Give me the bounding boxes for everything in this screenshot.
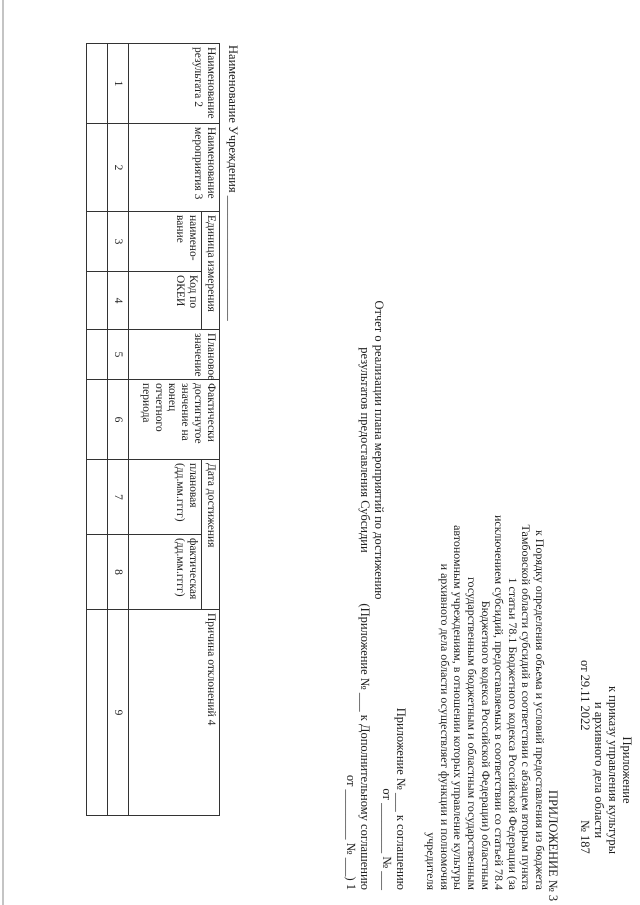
col-number: 8 <box>108 535 129 610</box>
col-result-header: Наименование результата 2 <box>129 44 220 124</box>
appendix-line: и архивного дела области осуществляет функции и полномочия <box>437 563 452 890</box>
col-number: 2 <box>108 124 129 212</box>
col-unit-okei-header: Код по ОКЕИ <box>129 272 202 330</box>
table-cell <box>87 330 108 380</box>
report-title-line-2: результатов предоставления Субсидии <box>358 347 372 553</box>
table-cell <box>87 272 108 330</box>
header-line-2: к приказу управления культуры <box>606 685 620 855</box>
report-table <box>86 43 220 816</box>
col-unit-header: Единица измерения <box>202 212 220 330</box>
col-plan-value-header: Плановое значение <box>129 330 220 380</box>
table-cell <box>87 124 108 212</box>
appendix-title: ПРИЛОЖЕНИЕ № 3 <box>546 790 560 902</box>
col-fact-value-header: Фактически достигнутое значение на конец отчетного периода <box>129 380 220 460</box>
table-header-row <box>202 44 220 816</box>
table-cell <box>87 380 108 460</box>
appendix-line: исключением субсидий, предоставляемых в соответствии со статьей 78.4 <box>492 514 507 890</box>
col-number: 4 <box>108 272 129 330</box>
table-cell <box>87 535 108 610</box>
table-cell <box>87 212 108 272</box>
appendix-line: учредителя <box>424 832 439 890</box>
report-title-line-1: Отчет о реализации плана мероприятий по достижению <box>372 300 386 600</box>
agreement-line-1: Приложение № ___ к соглашению <box>394 707 408 890</box>
col-number: 7 <box>108 460 129 535</box>
col-activity-header: Наименование мероприятия 3 <box>129 124 220 212</box>
institution-label: Наименование Учреждения ____________________ <box>226 45 240 321</box>
col-date-plan-header: плановая (дд.мм.гггг) <box>129 460 202 535</box>
col-unit-name-header: наимено-вание <box>129 212 202 272</box>
table-cell <box>87 610 108 816</box>
appendix-line: к Порядку определения объема и условий предоставления из бюджета <box>533 529 547 890</box>
appendix-line: автономным учреждениям, в отношении которых управление культуры <box>451 525 466 890</box>
header-line-3: и архивного дела области <box>592 701 606 839</box>
header-date: от 29.11 2022 <box>578 660 592 731</box>
col-reason-header: Причина отклонений 4 <box>129 610 220 816</box>
col-number: 5 <box>108 330 129 380</box>
col-date-fact-header: фактическая (дд.мм.гггг) <box>129 535 202 610</box>
appendix-line: Бюджетного кодекса Российской Федерации) областным <box>478 600 493 890</box>
col-number: 9 <box>108 610 129 816</box>
table-cell <box>87 460 108 535</box>
appendix-line: 1 статьи 78.1 Бюджетного кодекса Российской Федерации (за <box>505 577 520 890</box>
table-row <box>87 44 108 816</box>
scan-edge <box>2 0 4 905</box>
appendix-text <box>424 420 546 890</box>
agreement-line-4: от ________ № ___) 1 <box>344 774 358 890</box>
appendix-line: Тамбовской области субсидий в соответствии с абзацем вторым пункта <box>519 524 534 890</box>
appendix-line: государственным бюджетным и областным государственным <box>465 576 480 890</box>
table-cell <box>87 44 108 124</box>
table-number-row <box>108 44 129 816</box>
col-date-header: Дата достижения <box>202 460 220 610</box>
agreement-line-2: от ________ № ___ <box>380 788 394 890</box>
agreement-line-3: (Приложение № ___ к Дополнительному соглашению <box>358 603 372 890</box>
header-title: Приложение <box>620 736 634 804</box>
col-number: 1 <box>108 44 129 124</box>
col-number: 6 <box>108 380 129 460</box>
col-number: 3 <box>108 212 129 272</box>
header-number: № 187 <box>578 820 592 854</box>
